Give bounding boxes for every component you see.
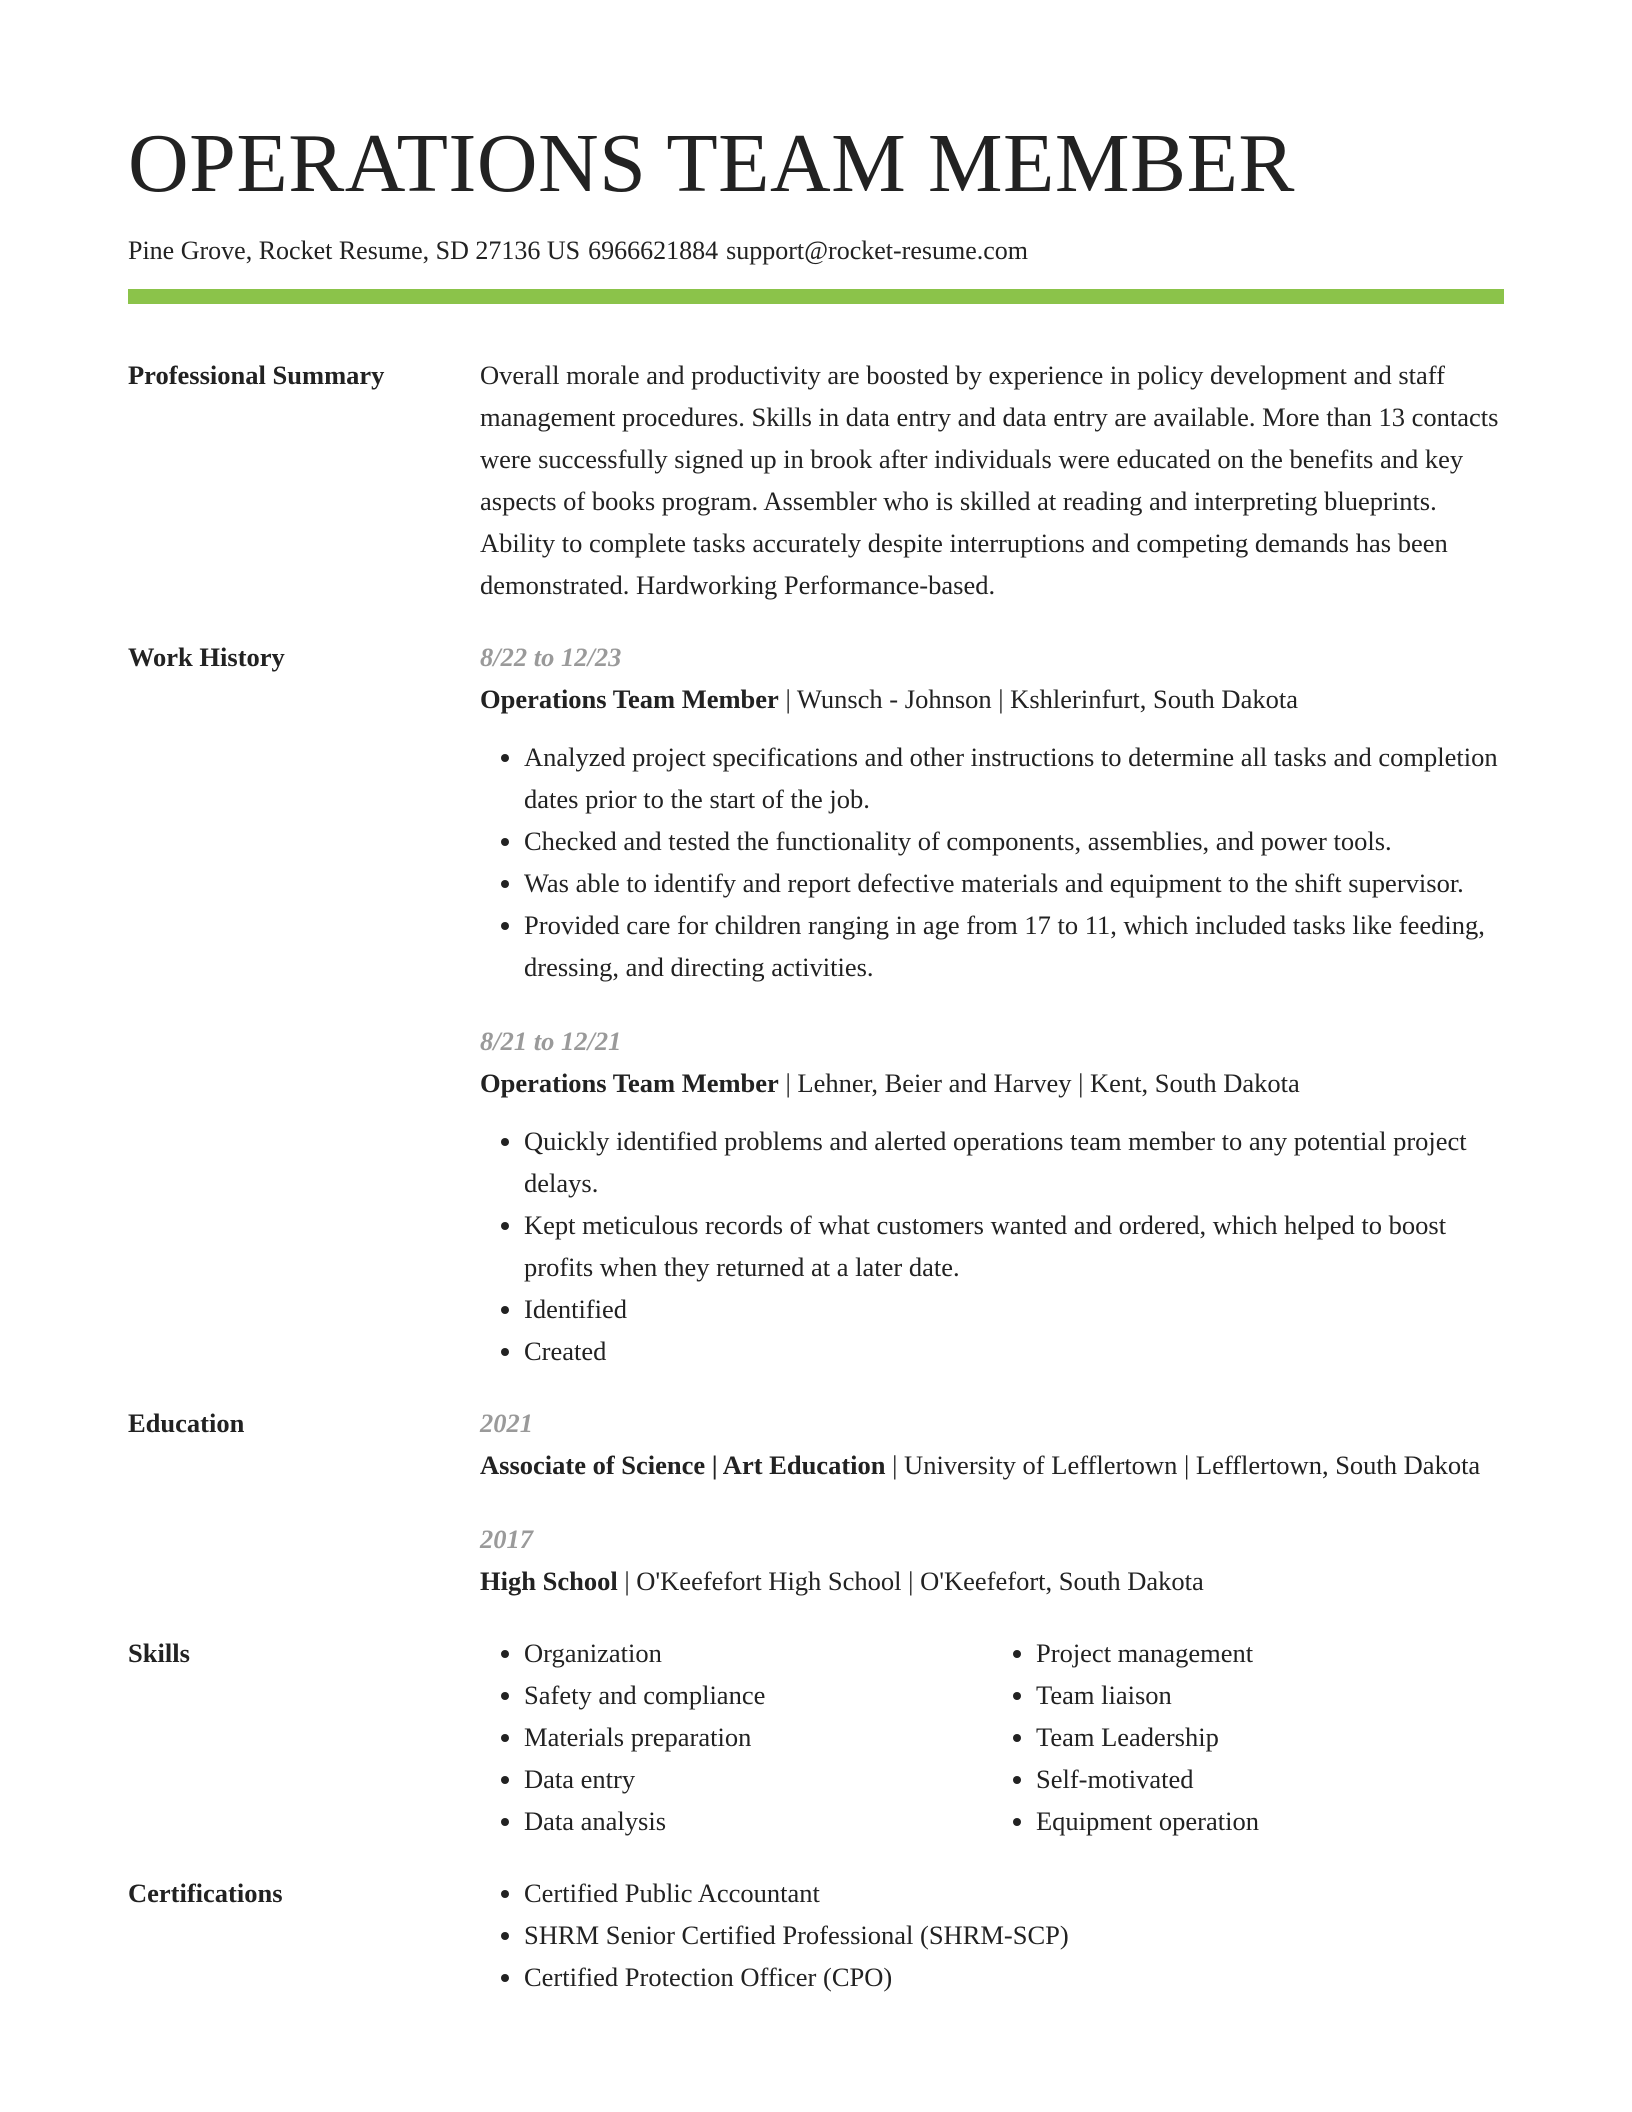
certification-item: • Certified Protection Officer (CPO): [524, 1956, 1504, 1998]
education-details: | O'Keefefort High School | O'Keefefort, South Dakota: [617, 1566, 1204, 1597]
job-bullet: • Identified: [524, 1288, 1504, 1330]
job-dates: 8/22 to 12/23: [480, 642, 622, 673]
job-role: Operations Team Member: [480, 1068, 779, 1099]
certifications-section: [128, 1872, 1504, 1998]
contact-email: support@rocket-resume.com: [726, 236, 1029, 266]
job-entry: [480, 1020, 1504, 1372]
job-entry: [480, 636, 1504, 988]
skill-item: • Data entry: [524, 1758, 992, 1800]
skill-item: • Data analysis: [524, 1800, 992, 1842]
accent-divider: [128, 289, 1504, 304]
job-bullets: [480, 736, 1504, 988]
skill-item: • Self-motivated: [1036, 1758, 1504, 1800]
skills-section: [128, 1632, 1504, 1842]
education-heading: [480, 1444, 1504, 1486]
summary-text: Overall morale and productivity are boosted by experience in policy development and staff management procedures. Skills in data entry and data entry are available. More than 13 contacts were successfully signed up in brook after individuals were educated on the benefits and key aspects of books program. Assembler who is skilled at reading and interpreting blueprints. Ability to complete tasks accurately despite interruptions and competing demands has been demonstrated. Hardworking Performance-based.: [480, 360, 1499, 601]
job-bullet: • Checked and tested the functionality of components, assemblies, and power tools.: [524, 820, 1504, 862]
skill-item: • Safety and compliance: [524, 1674, 992, 1716]
job-bullet: • Quickly identified problems and alerted operations team member to any potential project delays.: [524, 1120, 1504, 1204]
skills-grid: [480, 1632, 1504, 1842]
education-entry: [480, 1402, 1504, 1486]
summary-section: [128, 354, 1504, 606]
job-details: | Lehner, Beier and Harvey | Kent, South Dakota: [778, 1068, 1300, 1099]
job-heading: [480, 1062, 1504, 1104]
certifications-title: Certifications: [128, 1878, 283, 1909]
skill-item: • Project management: [1036, 1632, 1504, 1674]
skill-item: • Materials preparation: [524, 1716, 992, 1758]
certification-item: • SHRM Senior Certified Professional (SHRM-SCP): [524, 1914, 1504, 1956]
education-section: [128, 1402, 1504, 1602]
skill-item: • Equipment operation: [1036, 1800, 1504, 1842]
skill-item: • Team liaison: [1036, 1674, 1504, 1716]
education-entry: [480, 1518, 1504, 1602]
education-details: | University of Lefflertown | Lefflertown, South Dakota: [885, 1450, 1481, 1481]
job-bullet: • Was able to identify and report defective materials and equipment to the shift supervisor.: [524, 862, 1504, 904]
contact-address: Pine Grove, Rocket Resume, SD 27136 US: [128, 236, 581, 266]
certification-item: • Certified Public Accountant: [524, 1872, 1504, 1914]
job-bullet: • Provided care for children ranging in age from 17 to 11, which included tasks like feeding, dressing, and directing activities.: [524, 904, 1504, 988]
skills-title: Skills: [128, 1638, 190, 1669]
job-bullet: • Created: [524, 1330, 1504, 1372]
job-role: Operations Team Member: [480, 684, 779, 715]
education-title: Education: [128, 1408, 245, 1439]
skill-item: • Team Leadership: [1036, 1716, 1504, 1758]
skill-item: • Organization: [524, 1632, 992, 1674]
education-year: 2021: [480, 1408, 533, 1439]
skills-list-right: [992, 1632, 1504, 1842]
job-heading: [480, 678, 1504, 720]
education-heading: [480, 1560, 1504, 1602]
education-body: [480, 1402, 1504, 1602]
education-year: 2017: [480, 1524, 533, 1555]
certifications-list: [480, 1872, 1504, 1998]
education-degree: High School: [480, 1566, 618, 1597]
resume-page: [128, 118, 1504, 1998]
certifications-body: [480, 1872, 1504, 1998]
work-body: [480, 636, 1504, 1372]
education-degree: Associate of Science | Art Education: [480, 1450, 886, 1481]
job-details: | Wunsch - Johnson | Kshlerinfurt, South Dakota: [778, 684, 1298, 715]
job-bullets: [480, 1120, 1504, 1372]
work-section: [128, 636, 1504, 1372]
summary-title: Professional Summary: [128, 360, 385, 391]
job-bullet: • Analyzed project specifications and other instructions to determine all tasks and completion dates prior to the start of the job.: [524, 736, 1504, 820]
contact-phone: 6966621884: [588, 236, 719, 266]
work-title: Work History: [128, 642, 285, 673]
contact-line: [128, 234, 1504, 268]
job-dates: 8/21 to 12/21: [480, 1026, 622, 1057]
resume-name: OPERATIONS TEAM MEMBER: [128, 117, 1295, 210]
job-bullet: • Kept meticulous records of what customers wanted and ordered, which helped to boost profits when they returned at a later date.: [524, 1204, 1504, 1288]
skills-list-left: [480, 1632, 992, 1842]
